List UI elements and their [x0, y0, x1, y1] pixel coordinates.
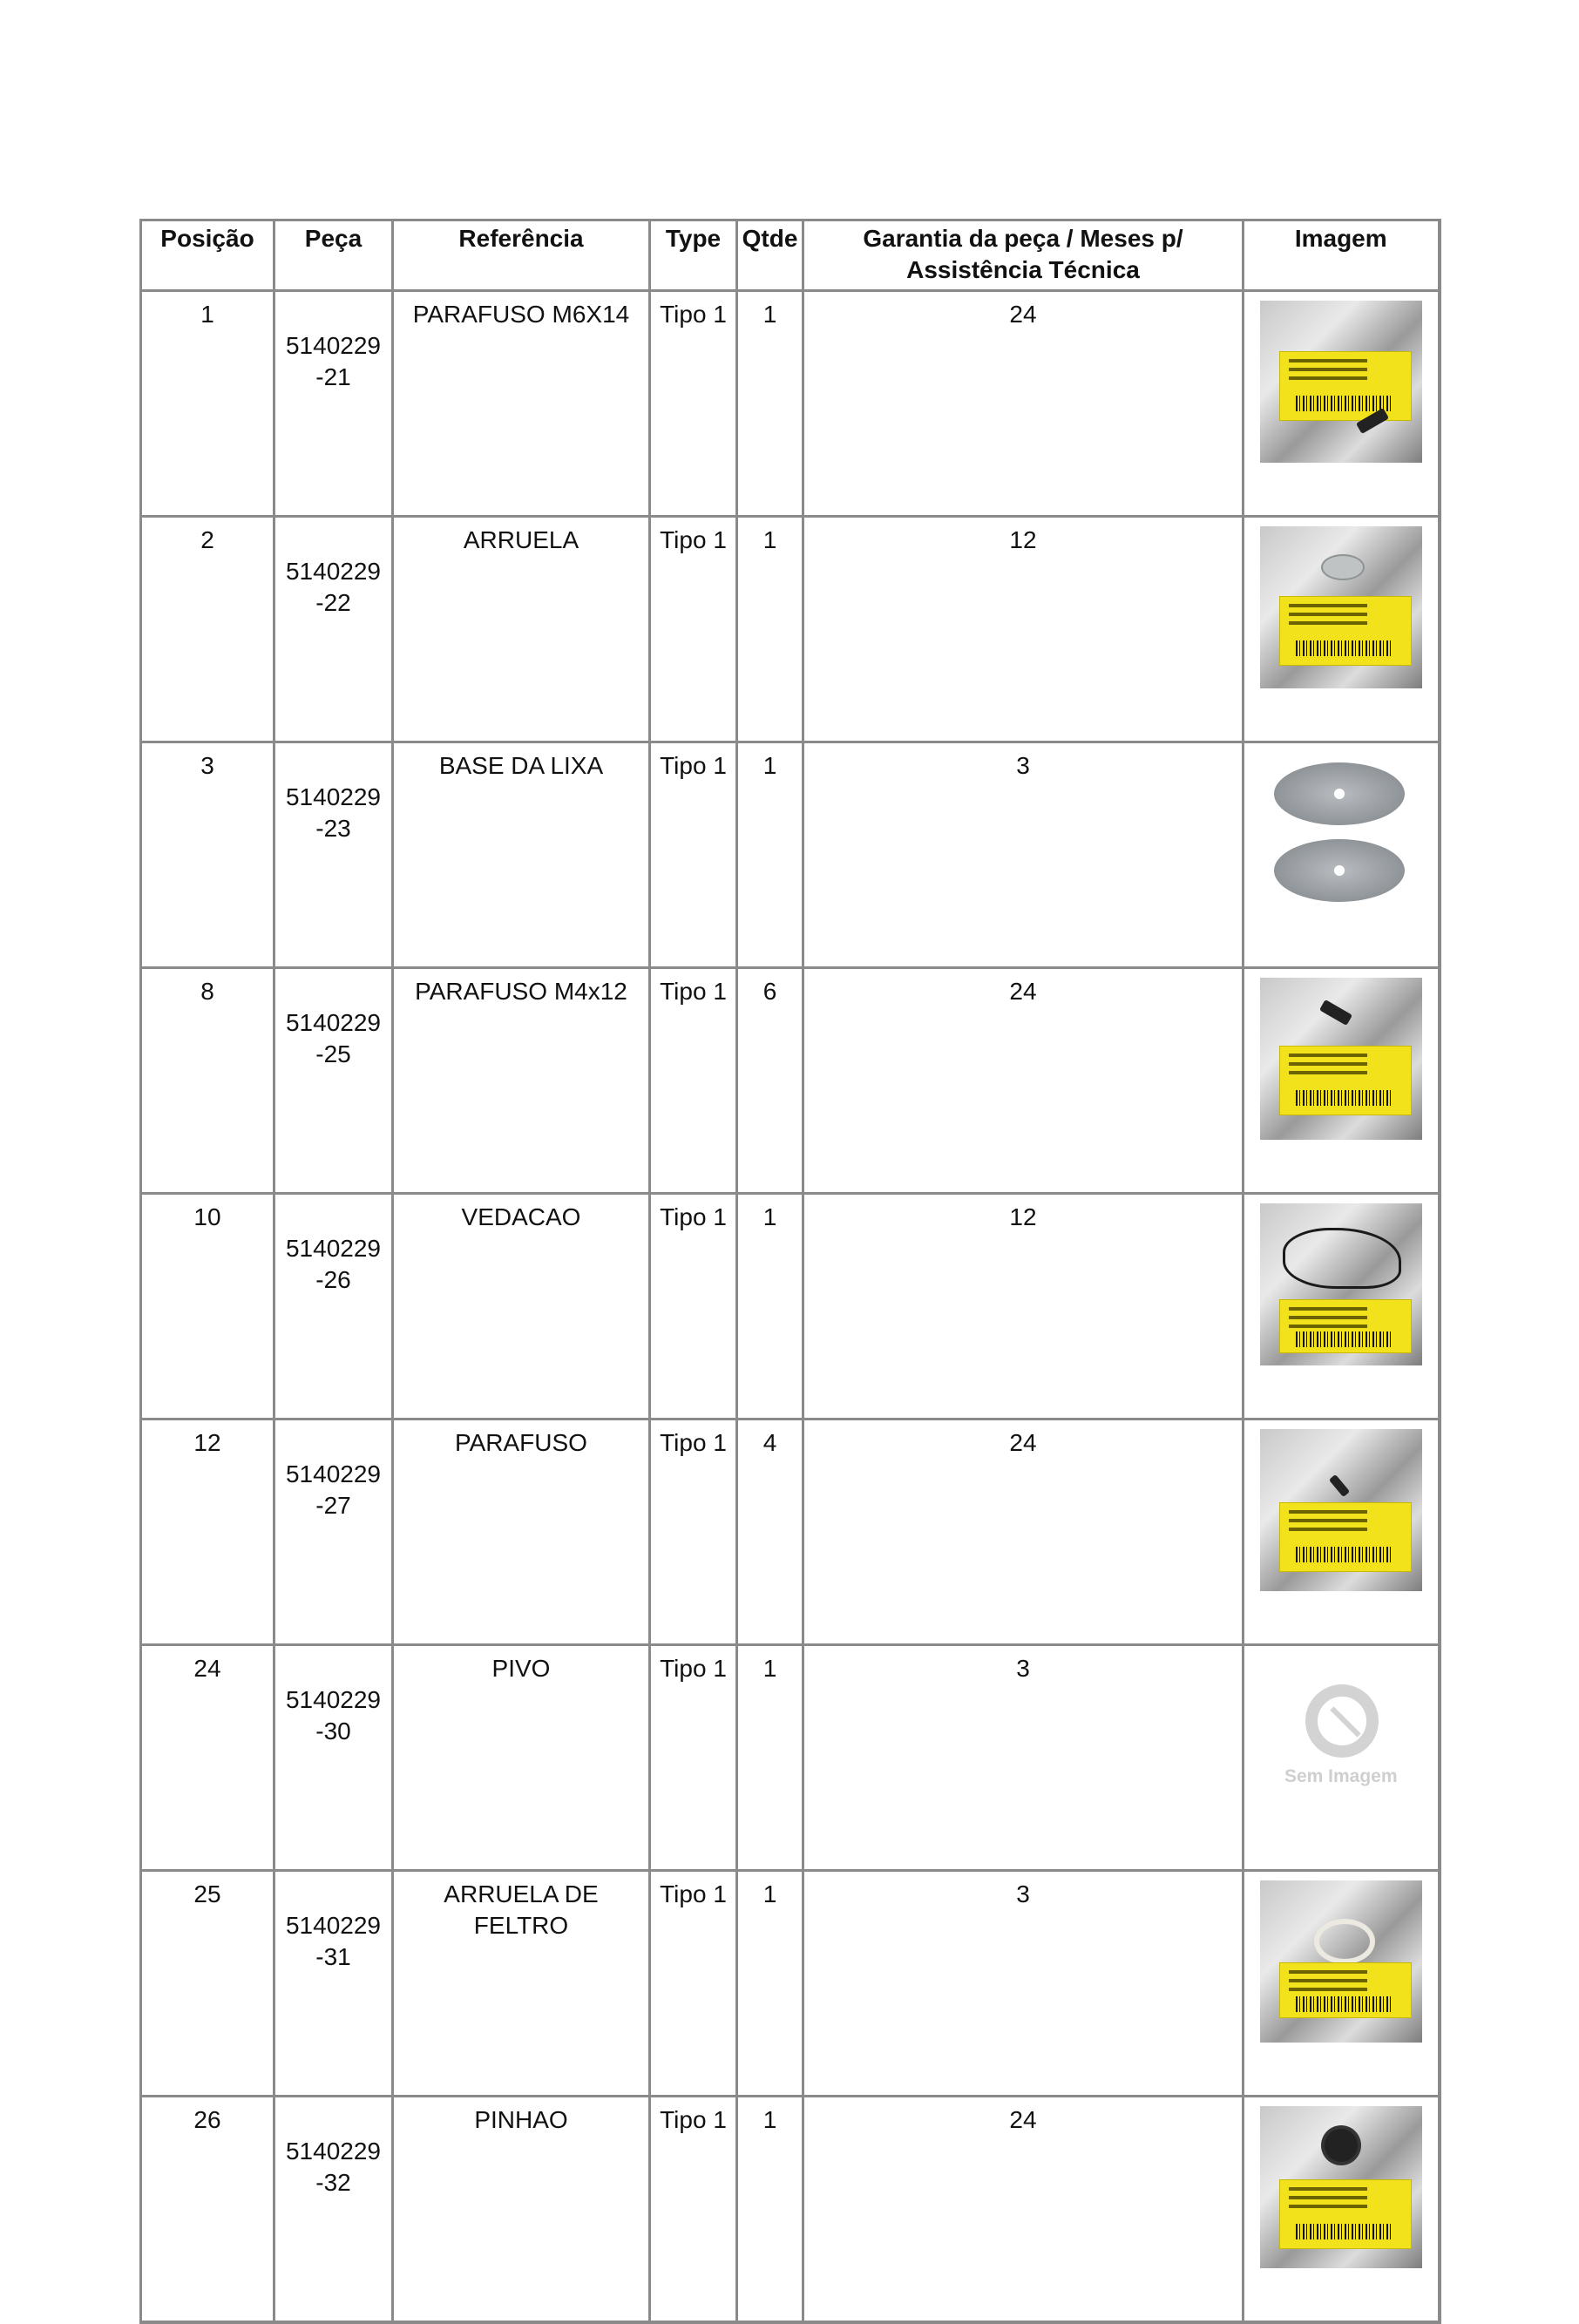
gasket-bag-photo-icon — [1260, 1203, 1422, 1365]
cell-qtde: 1 — [737, 291, 803, 517]
sanding-base-photo-icon — [1260, 752, 1422, 914]
cell-referencia: PINHAO — [393, 2097, 650, 2323]
cell-referencia: PARAFUSO — [393, 1419, 650, 1645]
cell-posicao: 10 — [141, 1194, 274, 1419]
cell-posicao: 3 — [141, 742, 274, 968]
cell-type: Tipo 1 — [650, 968, 737, 1194]
cell-peca: 5140229-32 — [274, 2097, 393, 2323]
cell-qtde: 1 — [737, 742, 803, 968]
cell-garantia: 3 — [803, 742, 1244, 968]
cell-referencia: ARRUELA DE FELTRO — [393, 1871, 650, 2097]
cell-imagem — [1244, 291, 1440, 517]
pinion-bag-photo-icon — [1260, 2106, 1422, 2268]
cell-type: Tipo 1 — [650, 1871, 737, 2097]
table-row — [141, 2097, 1440, 2323]
header-imagem: Imagem — [1244, 220, 1440, 291]
felt-washer-bag-photo-icon — [1260, 1880, 1422, 2043]
cell-referencia: PIVO — [393, 1645, 650, 1871]
header-qtde: Qtde — [737, 220, 803, 291]
cell-peca: 5140229-26 — [274, 1194, 393, 1419]
cell-qtde: 1 — [737, 1645, 803, 1871]
table-row — [141, 742, 1440, 968]
cell-peca: 5140229-31 — [274, 1871, 393, 2097]
cell-qtde: 6 — [737, 968, 803, 1194]
cell-qtde: 1 — [737, 517, 803, 742]
table-row — [141, 517, 1440, 742]
cell-type: Tipo 1 — [650, 1645, 737, 1871]
screw-bag-photo-icon — [1260, 978, 1422, 1140]
cell-peca: 5140229-23 — [274, 742, 393, 968]
cell-type: Tipo 1 — [650, 2097, 737, 2323]
cell-referencia: ARRUELA — [393, 517, 650, 742]
cell-qtde: 4 — [737, 1419, 803, 1645]
header-peca: Peça — [274, 220, 393, 291]
header-posicao: Posição — [141, 220, 274, 291]
no-image-placeholder-icon — [1260, 1655, 1422, 1817]
cell-referencia: BASE DA LIXA — [393, 742, 650, 968]
cell-referencia: PARAFUSO M6X14 — [393, 291, 650, 517]
cell-imagem — [1244, 742, 1440, 968]
cell-garantia: 24 — [803, 2097, 1244, 2323]
cell-imagem — [1244, 1419, 1440, 1645]
cell-garantia: 3 — [803, 1871, 1244, 2097]
cell-peca: 5140229-27 — [274, 1419, 393, 1645]
cell-garantia: 12 — [803, 517, 1244, 742]
screw-bag-photo-icon — [1260, 1429, 1422, 1591]
cell-type: Tipo 1 — [650, 1194, 737, 1419]
cell-posicao: 26 — [141, 2097, 274, 2323]
cell-posicao: 8 — [141, 968, 274, 1194]
cell-peca: 5140229-21 — [274, 291, 393, 517]
cell-qtde: 1 — [737, 2097, 803, 2323]
parts-table — [139, 219, 1441, 2324]
cell-type: Tipo 1 — [650, 517, 737, 742]
header-type: Type — [650, 220, 737, 291]
table-row — [141, 291, 1440, 517]
cell-type: Tipo 1 — [650, 742, 737, 968]
cell-imagem — [1244, 1645, 1440, 1871]
cell-imagem — [1244, 968, 1440, 1194]
no-image-caption: Sem Imagem — [1284, 1766, 1398, 1786]
cell-referencia: PARAFUSO M4x12 — [393, 968, 650, 1194]
cell-posicao: 25 — [141, 1871, 274, 2097]
cell-garantia: 12 — [803, 1194, 1244, 1419]
cell-imagem — [1244, 1871, 1440, 2097]
cell-type: Tipo 1 — [650, 291, 737, 517]
cell-posicao: 24 — [141, 1645, 274, 1871]
table-row — [141, 1645, 1440, 1871]
table-row — [141, 1871, 1440, 2097]
cell-garantia: 24 — [803, 968, 1244, 1194]
table-row — [141, 1194, 1440, 1419]
cell-peca: 5140229-22 — [274, 517, 393, 742]
cell-garantia: 24 — [803, 1419, 1244, 1645]
cell-type: Tipo 1 — [650, 1419, 737, 1645]
washer-bag-photo-icon — [1260, 526, 1422, 688]
cell-qtde: 1 — [737, 1194, 803, 1419]
header-referencia: Referência — [393, 220, 650, 291]
cell-peca: 5140229-25 — [274, 968, 393, 1194]
cell-imagem — [1244, 1194, 1440, 1419]
cell-qtde: 1 — [737, 1871, 803, 2097]
cell-referencia: VEDACAO — [393, 1194, 650, 1419]
cell-posicao: 1 — [141, 291, 274, 517]
screw-bag-photo-icon — [1260, 301, 1422, 463]
cell-posicao: 2 — [141, 517, 274, 742]
header-garantia: Garantia da peça / Meses p/ Assistência Técnica — [803, 220, 1244, 291]
cell-garantia: 3 — [803, 1645, 1244, 1871]
cell-garantia: 24 — [803, 291, 1244, 517]
header-row — [141, 220, 1440, 291]
cell-imagem — [1244, 2097, 1440, 2323]
table-row — [141, 1419, 1440, 1645]
table-row — [141, 968, 1440, 1194]
cell-imagem — [1244, 517, 1440, 742]
cell-peca: 5140229-30 — [274, 1645, 393, 1871]
cell-posicao: 12 — [141, 1419, 274, 1645]
